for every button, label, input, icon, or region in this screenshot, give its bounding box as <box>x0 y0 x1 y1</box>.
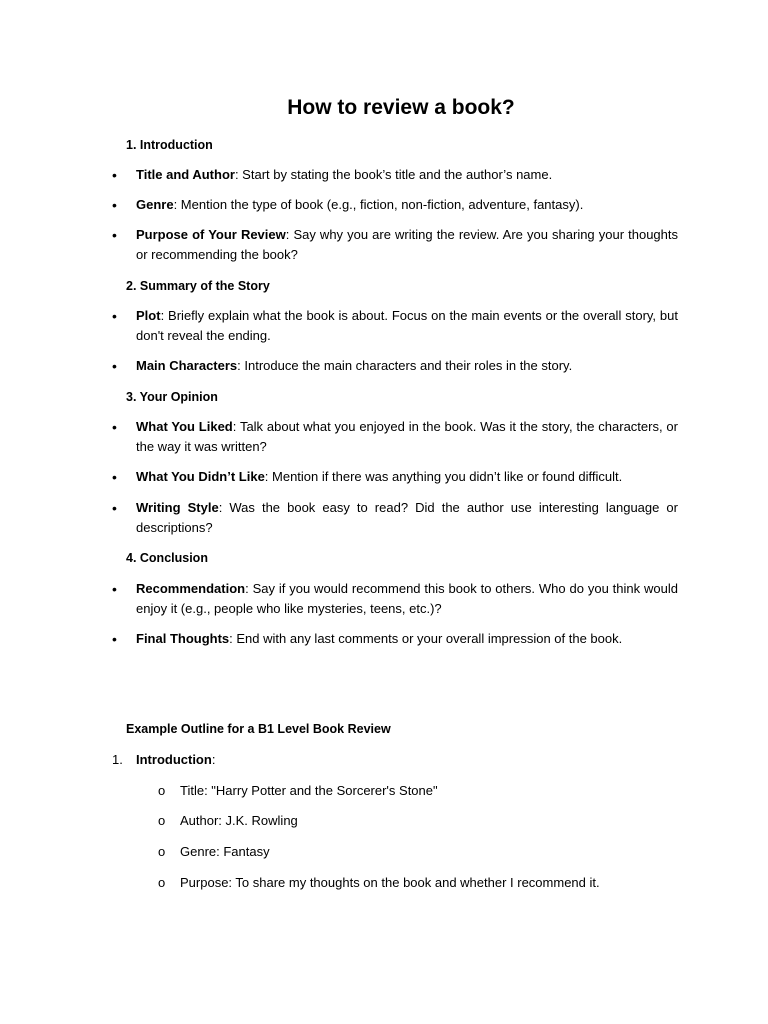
list-item <box>112 356 678 376</box>
item-term: Final Thoughts <box>136 631 230 646</box>
item-term: Plot <box>136 308 161 323</box>
list-item <box>112 417 678 457</box>
item-term: Writing Style <box>136 500 219 515</box>
list-item <box>112 195 678 215</box>
list-item <box>112 579 678 619</box>
item-term: Recommendation <box>136 581 246 596</box>
sub-list-item <box>158 811 298 831</box>
bullet-icon: • <box>112 419 117 435</box>
sub-item-text: Purpose: To share my thoughts on the book and whether I recommend it. <box>180 875 600 890</box>
section-heading-opinion: 3. Your Opinion <box>126 390 218 404</box>
item-term: Purpose of Your Review <box>136 227 286 242</box>
list-item <box>112 467 678 487</box>
page-title: How to review a book? <box>287 96 515 119</box>
section-heading-conclusion: 4. Conclusion <box>126 551 208 565</box>
section-heading-introduction: 1. Introduction <box>126 138 213 152</box>
item-term: What You Didn’t Like <box>136 469 265 484</box>
bullet-icon: • <box>112 469 117 485</box>
item-desc: : Mention the type of book (e.g., fiction, non-fiction, adventure, fantasy). <box>173 197 584 212</box>
item-desc: : Start by stating the book’s title and the author’s name. <box>234 167 553 182</box>
item-number: 1. <box>112 752 123 767</box>
sub-list-item <box>158 781 438 801</box>
item-desc: : End with any last comments or your overall impression of the book. <box>229 631 623 646</box>
section-heading-summary: 2. Summary of the Story <box>126 279 270 293</box>
bullet-icon: • <box>112 167 117 183</box>
example-heading: Example Outline for a B1 Level Book Review <box>126 722 391 736</box>
sub-item-text: Genre: Fantasy <box>180 844 270 859</box>
list-item <box>112 629 678 649</box>
bullet-icon: • <box>112 581 117 597</box>
list-item <box>112 306 678 346</box>
item-desc: : Say if you would recommend this book to others. Who do you think would enjoy it (e.g., people who like mysteries, teens, etc.)? <box>136 581 678 616</box>
item-desc: : Briefly explain what the book is about. Focus on the main events or the overall story, but don't reveal the ending. <box>136 308 678 343</box>
circle-bullet-icon: o <box>158 783 166 798</box>
circle-bullet-icon: o <box>158 844 166 859</box>
item-term: Introduction <box>136 752 212 767</box>
bullet-icon: • <box>112 308 117 324</box>
list-item <box>112 165 678 185</box>
item-desc: : Say why you are writing the review. Are you sharing your thoughts or recommending the book? <box>136 227 678 262</box>
circle-bullet-icon: o <box>158 875 166 890</box>
item-term: Title and Author <box>136 167 235 182</box>
numbered-item <box>112 750 215 770</box>
sub-list-item <box>158 842 270 862</box>
sub-item-text: Title: "Harry Potter and the Sorcerer's Stone" <box>180 783 438 798</box>
item-suffix: : <box>211 752 216 767</box>
bullet-icon: • <box>112 197 117 213</box>
item-term: Genre <box>136 197 174 212</box>
bullet-icon: • <box>112 227 117 243</box>
item-desc: : Talk about what you enjoyed in the book. Was it the story, the characters, or the way it was written? <box>136 419 678 454</box>
item-desc: : Introduce the main characters and their roles in the story. <box>237 358 573 373</box>
item-term: Main Characters <box>136 358 238 373</box>
list-item <box>112 225 678 265</box>
bullet-icon: • <box>112 631 117 647</box>
bullet-icon: • <box>112 500 117 516</box>
item-desc: : Mention if there was anything you didn’t like or found difficult. <box>264 469 623 484</box>
item-desc: : Was the book easy to read? Did the author use interesting language or descriptions? <box>136 500 678 535</box>
bullet-icon: • <box>112 358 117 374</box>
circle-bullet-icon: o <box>158 813 166 828</box>
sub-item-text: Author: J.K. Rowling <box>180 813 298 828</box>
list-item <box>112 498 678 538</box>
sub-list-item <box>158 873 600 893</box>
item-term: What You Liked <box>136 419 233 434</box>
